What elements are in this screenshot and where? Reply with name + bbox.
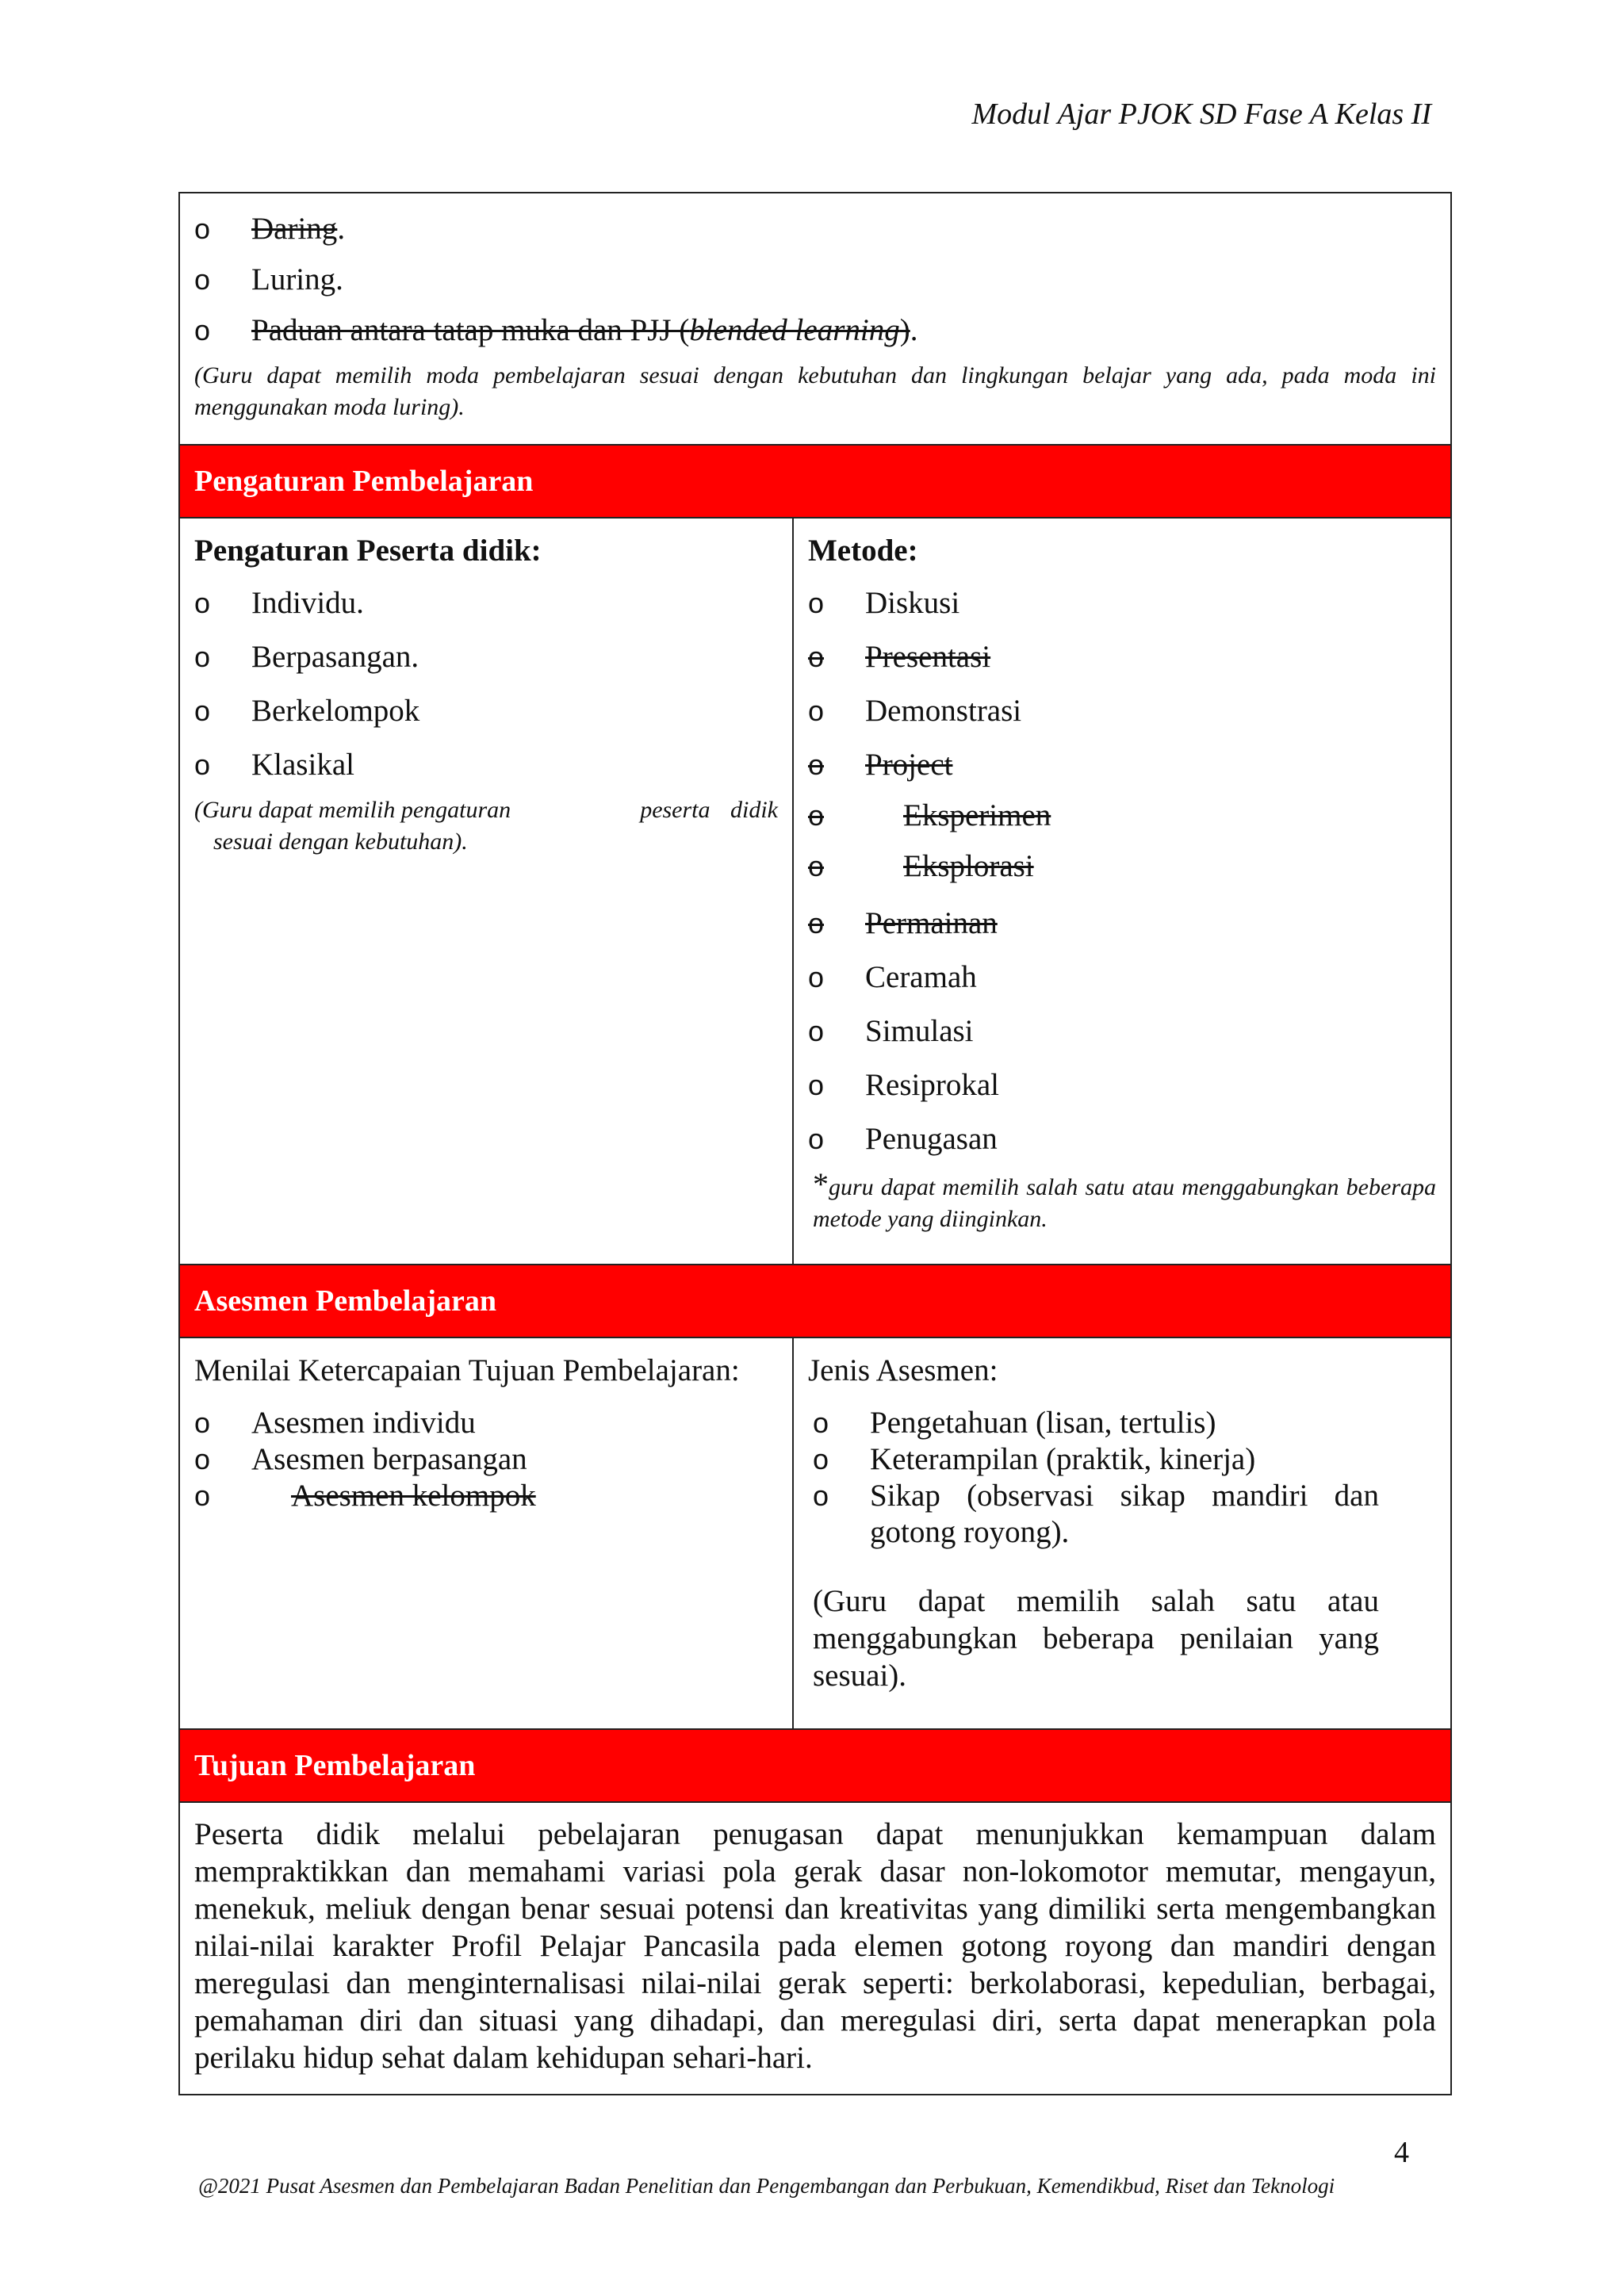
list-item: o Resiprokal (808, 1068, 999, 1102)
list-item: o Asesmen berpasangan (194, 1442, 527, 1476)
bullet-icon: o (194, 263, 211, 296)
bullet-icon: o (808, 1123, 825, 1155)
bullet-icon: o (808, 587, 825, 619)
list-item: o Berpasangan. (194, 640, 419, 674)
metode-note: *guru dapat memilih salah satu atau menggabungkan beberapa metode yang diinginkan. (813, 1166, 1436, 1232)
list-item: o Asesmen kelompok (194, 1479, 536, 1513)
section-header-pengaturan: Pengaturan Pembelajaran (180, 446, 1450, 517)
list-item: o Eksplorasi (808, 849, 1034, 883)
bullet-icon: o (808, 907, 825, 939)
pengaturan-peserta-note: (Guru dapat memilih pengaturan peserta didik sesuai dengan kebutuhan). (194, 797, 778, 855)
asesmen-left-title: Menilai Ketercapaian Tujuan Pembelajaran: (194, 1353, 740, 1387)
tujuan-body: Peserta didik melalui pebelajaran penugasan dapat menunjukkan kemampuan dalam mempraktikkan dan memahami variasi pola gerak dasar non-lokomotor memutar, mengayun, menekuk, meliuk dengan benar sesuai potensi dan kreativitas yang dimiliki serta mengembangkan nilai-nilai karakter Profil Pelajar Pancasila pada elemen gotong royong dan mandiri dengan meregulasi dan menginternalisasi nilai-nilai gerak seperti: berkolaborasi, kepedulian, berbagai, pemahaman diri dan situasi yang dihadapi, dan meregulasi diri, serta dapat menerapkan pola perilaku hidup sehat dalam kehidupan sehari-hari. (194, 1817, 1436, 2075)
bullet-icon: o (808, 748, 825, 781)
asesmen-body-row (180, 1338, 1450, 1730)
moda-list (194, 211, 1436, 349)
bullet-icon: o (808, 850, 825, 882)
bullet-icon: o (813, 1406, 829, 1439)
bullet-icon: o (194, 587, 211, 619)
list-item: o Diskusi (808, 586, 960, 620)
bullet-icon: o (808, 961, 825, 993)
bullet-icon: o (194, 1406, 211, 1439)
list-item: o Sikap (observasi sikap mandiri dan gotong royong). (808, 1478, 1379, 1551)
bullet-icon: o (808, 1069, 825, 1101)
list-item: o Klasikal (194, 748, 354, 782)
list-item: o Asesmen individu (194, 1406, 476, 1440)
pengaturan-header-row (180, 446, 1450, 519)
bullet-icon: o (813, 1479, 829, 1512)
bullet-icon: o (194, 1443, 211, 1475)
bullet-icon: o (808, 695, 825, 727)
list-item: o Demonstrasi (808, 694, 1022, 728)
asesmen-left-list (194, 1405, 778, 1514)
list-item: o Daring. (194, 212, 346, 246)
bullet-icon: o (194, 748, 211, 781)
bullet-icon: o (194, 1479, 211, 1512)
page-number: 4 (1394, 2136, 1409, 2169)
bullet-icon: o (194, 212, 211, 245)
bullet-icon: o (194, 641, 211, 673)
document-header-title: Modul Ajar PJOK SD Fase A Kelas II (971, 98, 1431, 131)
list-item: o Penugasan (808, 1122, 998, 1156)
bullet-icon: o (813, 1443, 829, 1475)
jenis-asesmen-list (808, 1405, 1379, 1551)
list-item: o Keterampilan (praktik, kinerja) (808, 1441, 1379, 1478)
jenis-asesmen-note: (Guru dapat memilih salah satu atau menggabungkan beberapa penilaian yang sesuai). (813, 1584, 1379, 1693)
bullet-icon: o (808, 641, 825, 673)
list-item: o Permainan (808, 906, 998, 940)
moda-note: (Guru dapat memilih moda pembelajaran sesuai dengan kebutuhan dan lingkungan belajar yang ada, pada moda ini menggunakan moda luring). (194, 362, 1436, 420)
list-item: o Simulasi (808, 1014, 974, 1048)
list-item: o Ceramah (808, 960, 977, 994)
jenis-asesmen-title: Jenis Asesmen: (808, 1353, 998, 1387)
list-item: o Pengetahuan (lisan, tertulis) (808, 1405, 1379, 1441)
section-header-tujuan: Tujuan Pembelajaran (180, 1730, 1450, 1801)
list-item: o Project (808, 748, 953, 782)
list-item: o Luring. (194, 262, 343, 297)
tujuan-body-row (180, 1803, 1450, 2094)
metode-list (808, 585, 1436, 1158)
moda-row (180, 193, 1450, 446)
bullet-icon: o (808, 1015, 825, 1047)
bullet-icon: o (194, 314, 211, 346)
asesmen-header-row (180, 1265, 1450, 1338)
metode-title: Metode: (808, 534, 918, 568)
list-item: o Berkelompok (194, 694, 420, 728)
list-item: o Eksperimen (808, 798, 1051, 832)
pengaturan-peserta-list (194, 585, 778, 783)
section-header-asesmen: Asesmen Pembelajaran (180, 1265, 1450, 1337)
pengaturan-body-row (180, 519, 1450, 1265)
list-item: o Individu. (194, 586, 364, 620)
list-item: o Presentasi (808, 640, 991, 674)
bullet-icon: o (194, 695, 211, 727)
bullet-icon: o (808, 799, 825, 832)
pengaturan-peserta-title: Pengaturan Peserta didik: (194, 534, 542, 568)
footer-copyright: @2021 Pusat Asesmen dan Pembelajaran Badan Penelitian dan Pengembangan dan Perbukuan, Kemendikbud, Riset dan Teknologi (198, 2174, 1335, 2198)
list-item: o Paduan antara tatap muka dan PJJ (blended learning). (194, 313, 918, 347)
lesson-table (178, 192, 1452, 2095)
tujuan-header-row (180, 1730, 1450, 1803)
